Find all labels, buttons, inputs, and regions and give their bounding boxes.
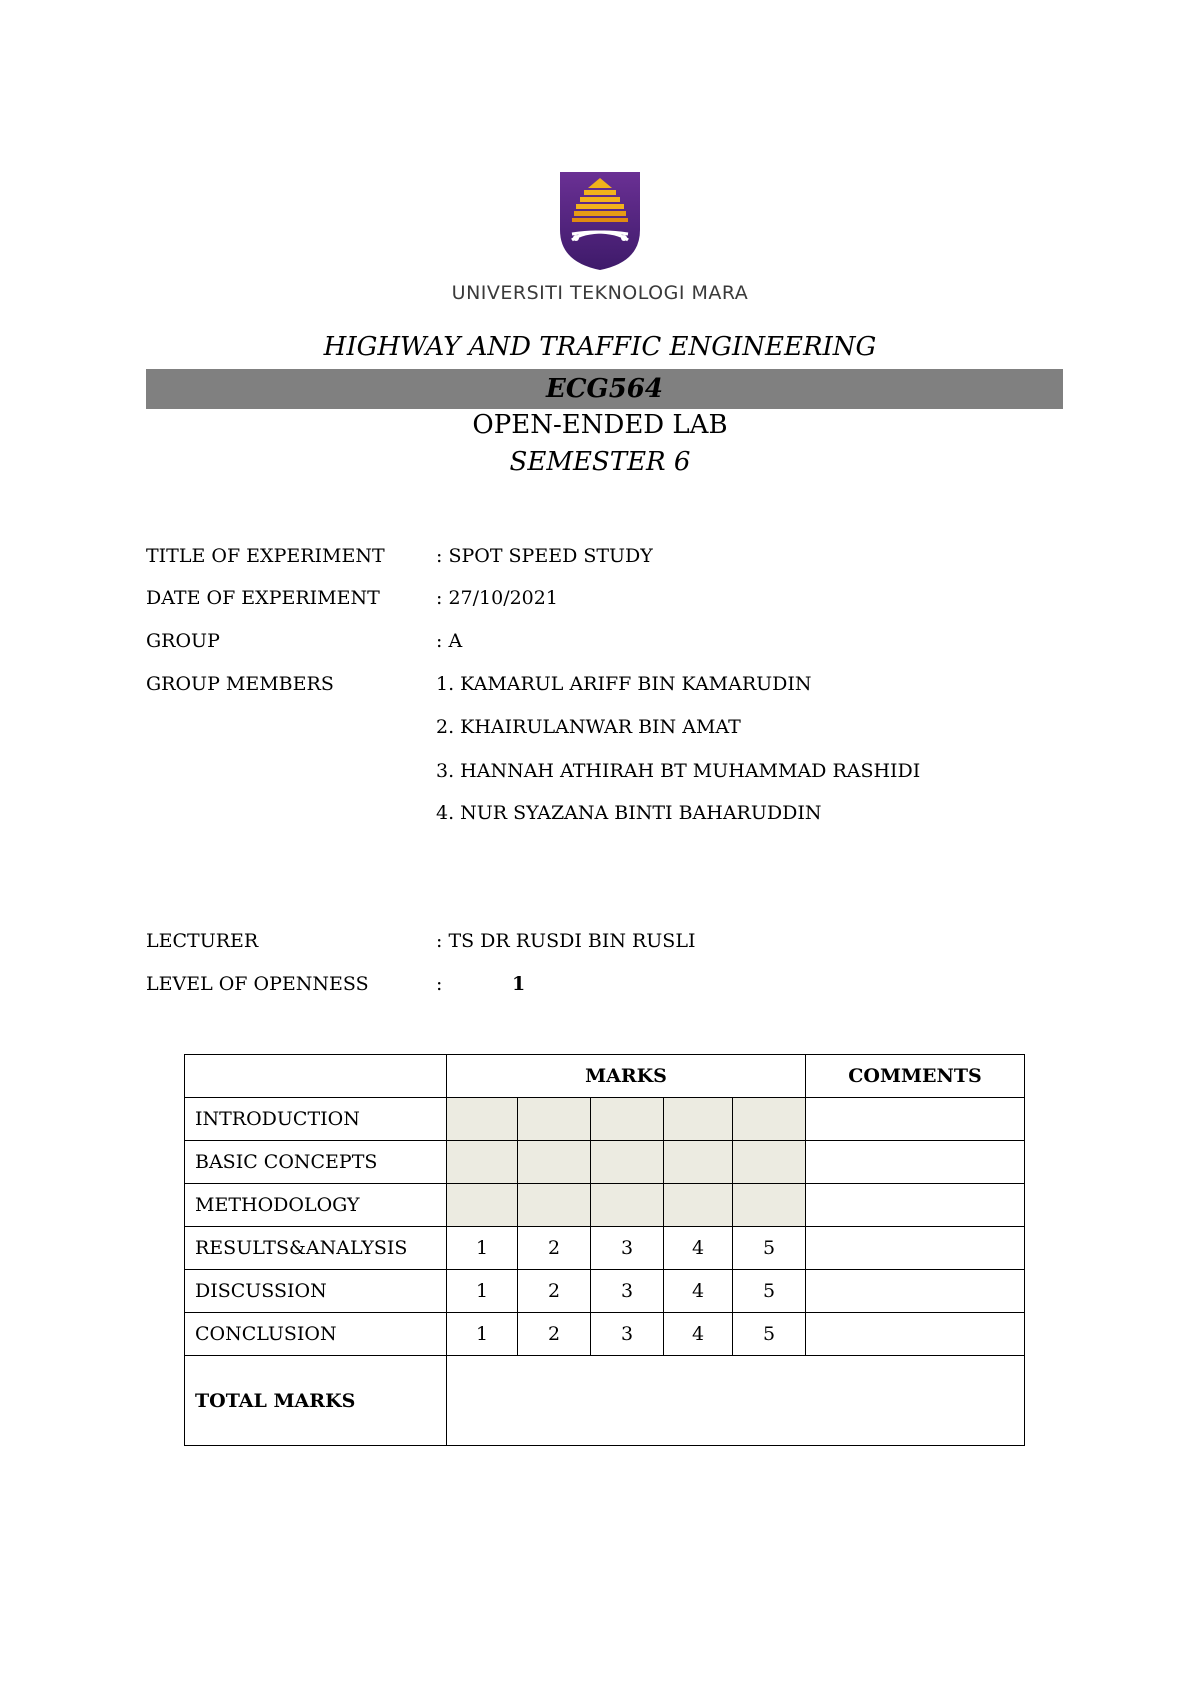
lecturer-label: LECTURER [146, 930, 259, 952]
score-cell [664, 1098, 733, 1141]
score-cell [447, 1141, 518, 1184]
members-label: GROUP MEMBERS [146, 673, 334, 695]
comment-cell [806, 1227, 1025, 1270]
marks-table [184, 1054, 1025, 1446]
score-cell: 5 [733, 1227, 806, 1270]
total-marks-label: TOTAL MARKS [185, 1356, 447, 1446]
title-label: TITLE OF EXPERIMENT [146, 545, 385, 567]
score-cell: 2 [518, 1313, 591, 1356]
score-cell [664, 1141, 733, 1184]
score-cell [664, 1184, 733, 1227]
score-cell: 3 [591, 1270, 664, 1313]
score-cell [447, 1184, 518, 1227]
course-code-bar [146, 369, 1063, 409]
score-cell [518, 1098, 591, 1141]
row-label: METHODOLOGY [185, 1184, 447, 1227]
table-row [185, 1313, 1025, 1356]
row-label: INTRODUCTION [185, 1098, 447, 1141]
score-cell: 3 [591, 1227, 664, 1270]
score-cell: 1 [447, 1313, 518, 1356]
row-label: BASIC CONCEPTS [185, 1141, 447, 1184]
table-row [185, 1098, 1025, 1141]
score-cell [733, 1184, 806, 1227]
comment-cell [806, 1141, 1025, 1184]
info-row-member-2 [0, 715, 1200, 739]
row-label: RESULTS&ANALYSIS [185, 1227, 447, 1270]
total-row [185, 1356, 1025, 1446]
info-row-date [0, 586, 1200, 610]
info-row-member-4 [0, 801, 1200, 825]
info-row-group [0, 629, 1200, 653]
score-cell [591, 1141, 664, 1184]
comment-cell [806, 1184, 1025, 1227]
member-item: 1. KAMARUL ARIFF BIN KAMARUDIN [436, 673, 812, 695]
openness-value: 1 [512, 973, 526, 995]
date-value: : 27/10/2021 [436, 587, 558, 609]
lecturer-value: : TS DR RUSDI BIN RUSLI [436, 930, 696, 952]
score-cell: 2 [518, 1270, 591, 1313]
group-label: GROUP [146, 630, 220, 652]
table-row [185, 1227, 1025, 1270]
member-item: 3. HANNAH ATHIRAH BT MUHAMMAD RASHIDI [436, 760, 921, 782]
lab-type: OPEN-ENDED LAB [472, 410, 728, 440]
row-label: CONCLUSION [185, 1313, 447, 1356]
info-row-member-3 [0, 759, 1200, 783]
marks-header: MARKS [447, 1055, 806, 1098]
member-item: 4. NUR SYAZANA BINTI BAHARUDDIN [436, 802, 822, 824]
score-cell: 3 [591, 1313, 664, 1356]
score-cell: 1 [447, 1227, 518, 1270]
score-cell [733, 1098, 806, 1141]
score-cell: 4 [664, 1270, 733, 1313]
openness-label: LEVEL OF OPENNESS [146, 973, 369, 995]
score-cell: 4 [664, 1313, 733, 1356]
score-cell [518, 1184, 591, 1227]
member-item: 2. KHAIRULANWAR BIN AMAT [436, 716, 741, 738]
title-value: : SPOT SPEED STUDY [436, 545, 653, 567]
course-title: HIGHWAY AND TRAFFIC ENGINEERING [323, 332, 877, 362]
row-label: DISCUSSION [185, 1270, 447, 1313]
table-row [185, 1270, 1025, 1313]
comments-header: COMMENTS [806, 1055, 1025, 1098]
group-value: : A [436, 630, 463, 652]
score-cell [447, 1098, 518, 1141]
total-marks-cell [447, 1356, 1025, 1446]
info-row-lecturer [0, 929, 1200, 953]
score-cell [518, 1141, 591, 1184]
table-header-row [185, 1055, 1025, 1098]
info-row-openness [0, 972, 1200, 996]
date-label: DATE OF EXPERIMENT [146, 587, 380, 609]
table-row [185, 1141, 1025, 1184]
table-cell [185, 1055, 447, 1098]
score-cell [733, 1141, 806, 1184]
score-cell: 4 [664, 1227, 733, 1270]
score-cell: 2 [518, 1227, 591, 1270]
score-cell [591, 1184, 664, 1227]
university-logo [0, 170, 1200, 276]
score-cell: 1 [447, 1270, 518, 1313]
info-row-title [0, 544, 1200, 568]
score-cell: 5 [733, 1270, 806, 1313]
semester: SEMESTER 6 [509, 447, 691, 477]
comment-cell [806, 1270, 1025, 1313]
uitm-crest-logo [558, 170, 642, 272]
openness-colon: : [436, 973, 443, 995]
comment-cell [806, 1098, 1025, 1141]
score-cell [591, 1098, 664, 1141]
score-cell: 5 [733, 1313, 806, 1356]
comment-cell [806, 1313, 1025, 1356]
table-row [185, 1184, 1025, 1227]
info-row-members [0, 672, 1200, 696]
university-name: UNIVERSITI TEKNOLOGI MARA [451, 282, 749, 304]
course-code: ECG564 [546, 374, 663, 404]
